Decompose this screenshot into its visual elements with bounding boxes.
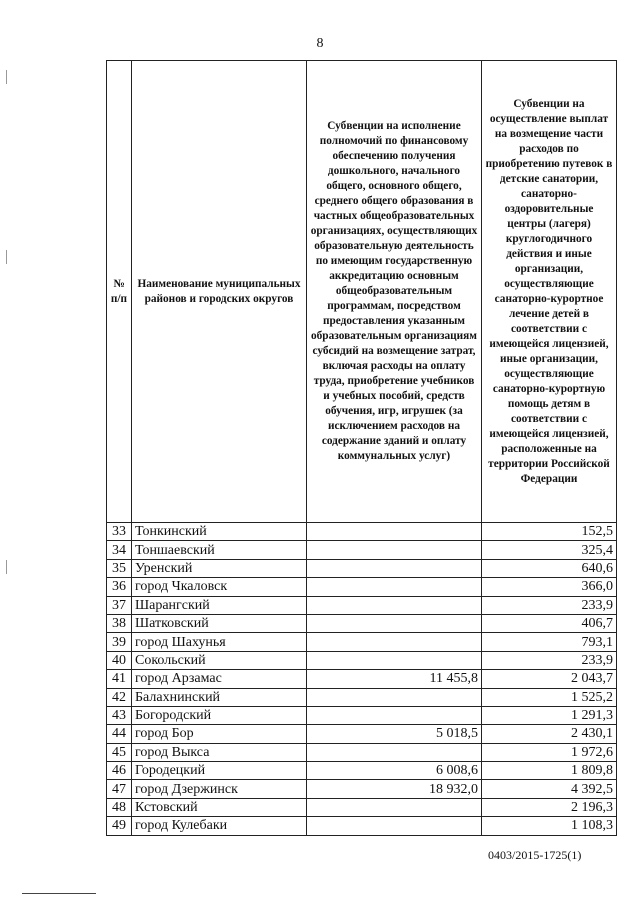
page-number: 8 <box>316 36 324 51</box>
header-municipality: Наименование муниципальных районов и городских округов <box>132 61 307 523</box>
municipality-name: Шарангский <box>132 596 307 614</box>
private-education-value <box>307 596 482 614</box>
row-number: 37 <box>107 596 132 614</box>
private-education-value <box>307 817 482 835</box>
sanatorium-vouchers-value: 2 196,3 <box>482 798 617 816</box>
private-education-value <box>307 614 482 632</box>
private-education-value: 5 018,5 <box>307 725 482 743</box>
sanatorium-vouchers-value: 4 392,5 <box>482 780 617 798</box>
municipality-name: город Выкса <box>132 743 307 761</box>
private-education-value: 18 932,0 <box>307 780 482 798</box>
table-row <box>107 817 617 835</box>
header-sanatorium-vouchers-subvention: Субвенции на осуществление выплат на возмещение части расходов по приобретению путевок в детские санатории, санаторно-оздоровительные центры (лагеря) круглогодичного действия и иные организации, осуществляющие санаторно-курортное лечение детей в соответствии с имеющейся лицензией, иные организации, осуществляющие санаторно-курортную помощь детям в соответствии с имеющейся лицензией, расположенные на территории Российской Федерации <box>482 61 617 523</box>
row-number: 36 <box>107 578 132 596</box>
table-row <box>107 596 617 614</box>
scan-edge-mark <box>6 560 7 574</box>
table-row <box>107 688 617 706</box>
private-education-value <box>307 633 482 651</box>
private-education-value: 11 455,8 <box>307 670 482 688</box>
row-number: 46 <box>107 762 132 780</box>
row-number: 40 <box>107 651 132 669</box>
sanatorium-vouchers-value: 233,9 <box>482 596 617 614</box>
municipality-name: город Чкаловск <box>132 578 307 596</box>
row-number: 47 <box>107 780 132 798</box>
sanatorium-vouchers-value: 1 525,2 <box>482 688 617 706</box>
private-education-value <box>307 706 482 724</box>
municipality-name: Шатковский <box>132 614 307 632</box>
row-number: 38 <box>107 614 132 632</box>
private-education-value <box>307 578 482 596</box>
table-row <box>107 798 617 816</box>
table-row <box>107 651 617 669</box>
sanatorium-vouchers-value: 325,4 <box>482 541 617 559</box>
table-row <box>107 559 617 577</box>
row-number: 35 <box>107 559 132 577</box>
municipality-name: Городецкий <box>132 762 307 780</box>
municipality-name: Сокольский <box>132 651 307 669</box>
row-number: 41 <box>107 670 132 688</box>
row-number: 33 <box>107 523 132 541</box>
row-number: 39 <box>107 633 132 651</box>
municipality-name: город Шахунья <box>132 633 307 651</box>
private-education-value <box>307 651 482 669</box>
sanatorium-vouchers-value: 1 291,3 <box>482 706 617 724</box>
row-number: 48 <box>107 798 132 816</box>
table-row <box>107 578 617 596</box>
table-header-row <box>107 61 617 523</box>
municipality-name: Богородский <box>132 706 307 724</box>
municipality-name: Тонкинский <box>132 523 307 541</box>
table-row <box>107 762 617 780</box>
table-row <box>107 725 617 743</box>
sanatorium-vouchers-value: 1 108,3 <box>482 817 617 835</box>
row-number: 42 <box>107 688 132 706</box>
row-number: 34 <box>107 541 132 559</box>
municipality-name: город Кулебаки <box>132 817 307 835</box>
row-number: 43 <box>107 706 132 724</box>
private-education-value: 6 008,6 <box>307 762 482 780</box>
municipality-name: город Арзамас <box>132 670 307 688</box>
table-row <box>107 780 617 798</box>
municipality-name: Балахнинский <box>132 688 307 706</box>
scan-edge-mark <box>6 70 7 84</box>
document-code: 0403/2015-1725(1) <box>488 848 582 862</box>
private-education-value <box>307 559 482 577</box>
municipality-name: город Бор <box>132 725 307 743</box>
municipality-name: Тоншаевский <box>132 541 307 559</box>
private-education-value <box>307 798 482 816</box>
table-row <box>107 670 617 688</box>
sanatorium-vouchers-value: 233,9 <box>482 651 617 669</box>
municipality-name: город Дзержинск <box>132 780 307 798</box>
sanatorium-vouchers-value: 406,7 <box>482 614 617 632</box>
municipality-name: Уренский <box>132 559 307 577</box>
private-education-value <box>307 541 482 559</box>
sanatorium-vouchers-value: 366,0 <box>482 578 617 596</box>
table-body <box>107 523 617 836</box>
footer-rule <box>22 893 96 894</box>
table-row <box>107 523 617 541</box>
table-row <box>107 633 617 651</box>
row-number: 45 <box>107 743 132 761</box>
row-number: 44 <box>107 725 132 743</box>
table-row <box>107 614 617 632</box>
private-education-value <box>307 688 482 706</box>
sanatorium-vouchers-value: 2 430,1 <box>482 725 617 743</box>
sanatorium-vouchers-value: 640,6 <box>482 559 617 577</box>
header-private-education-subvention: Субвенции на исполнение полномочий по финансовому обеспечению получения дошкольного, начального общего, основного общего, среднего общего образования в частных общеобразовательных организациях, осуществляющих образовательную деятельность по имеющим государственную аккредитацию основным общеобразовательным программам, посредством предоставления указанным образовательным организациям субсидий на возмещение затрат, включая расходы на оплату труда, приобретение учебников и учебных пособий, средств обучения, игр, игрушек (за исключением расходов на содержание зданий и оплату коммунальных услуг) <box>307 61 482 523</box>
sanatorium-vouchers-value: 2 043,7 <box>482 670 617 688</box>
municipality-name: Кстовский <box>132 798 307 816</box>
table-row <box>107 743 617 761</box>
row-number: 49 <box>107 817 132 835</box>
table-row <box>107 706 617 724</box>
sanatorium-vouchers-value: 152,5 <box>482 523 617 541</box>
table-row <box>107 541 617 559</box>
sanatorium-vouchers-value: 1 809,8 <box>482 762 617 780</box>
scan-edge-mark <box>6 250 7 264</box>
private-education-value <box>307 743 482 761</box>
subsidy-table <box>106 60 617 836</box>
private-education-value <box>307 523 482 541</box>
header-number: № п/п <box>107 61 132 523</box>
sanatorium-vouchers-value: 1 972,6 <box>482 743 617 761</box>
sanatorium-vouchers-value: 793,1 <box>482 633 617 651</box>
